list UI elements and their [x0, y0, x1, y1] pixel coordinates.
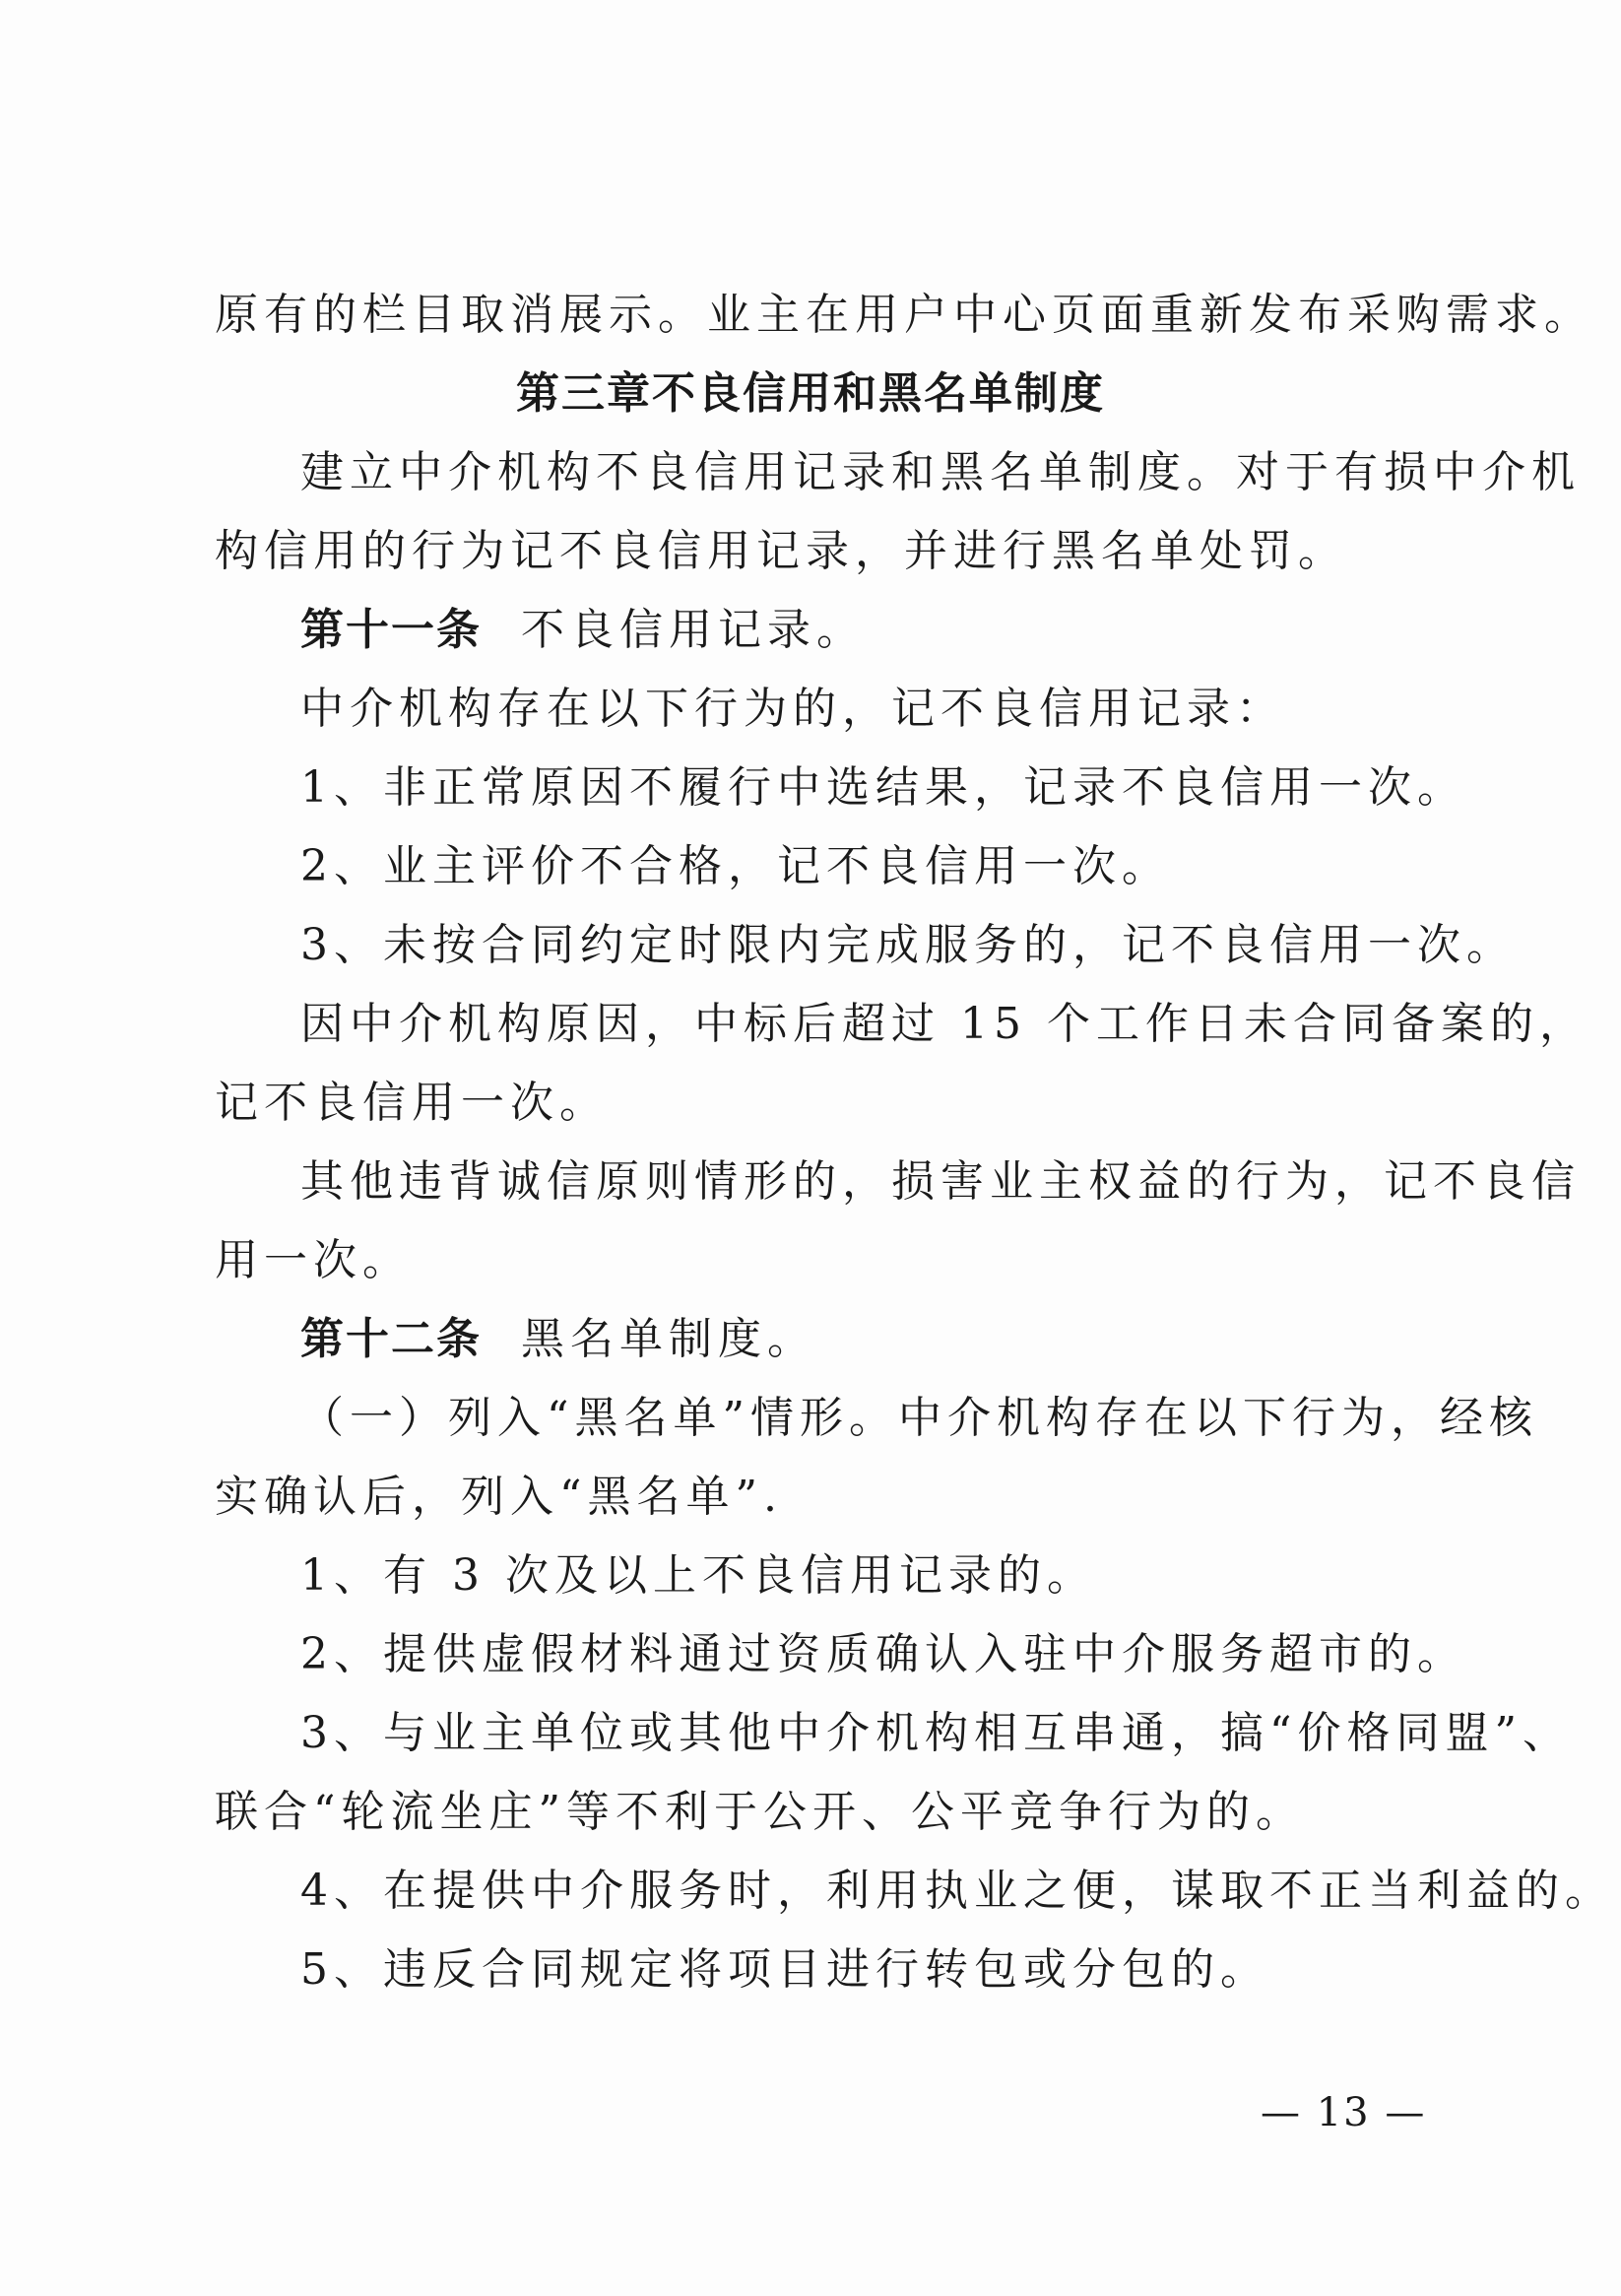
- paragraph-line: 记不良信用一次。: [215, 1078, 609, 1128]
- paragraph-line: 中介机构存在以下行为的，记不良信用记录：: [300, 684, 1285, 734]
- article-number: 第十二条: [300, 1314, 482, 1364]
- list-item: 2、提供虚假材料通过资质确认入驻中介服务超市的。: [300, 1629, 1466, 1679]
- list-item: 3、与业主单位或其他中介机构相互串通，搞“价格同盟”、: [300, 1708, 1572, 1758]
- article-title: 黑名单制度。: [521, 1314, 816, 1364]
- list-item: 5、违反合同规定将项目进行转包或分包的。: [300, 1944, 1269, 1995]
- paragraph-line: 原有的栏目取消展示。业主在用户中心页面重新发布采购需求。: [215, 290, 1593, 340]
- paragraph-line: 因中介机构原因，中标后超过 15 个工作日未合同备案的，: [300, 999, 1589, 1049]
- paragraph-line: 实确认后，列入“黑名单”.: [215, 1472, 783, 1522]
- list-item: 1、非正常原因不履行中选结果，记录不良信用一次。: [300, 762, 1466, 813]
- article-number: 第十一条: [300, 605, 482, 655]
- paragraph-line: 构信用的行为记不良信用记录，并进行黑名单处罚。: [215, 526, 1347, 576]
- list-item: 4、在提供中介服务时，利用执业之便，谋取不正当利益的。: [300, 1866, 1614, 1916]
- paragraph-line: 联合“轮流坐庄”等不利于公开、公平竞争行为的。: [215, 1787, 1305, 1837]
- paragraph-line: （一）列入“黑名单”情形。中介机构存在以下行为，经核: [300, 1393, 1538, 1443]
- page-number: — 13 —: [1261, 2090, 1427, 2135]
- chapter-heading: 第三章不良信用和黑名单制度: [516, 368, 1105, 419]
- paragraph-line: 用一次。: [215, 1235, 412, 1285]
- article-11-heading: [300, 603, 866, 658]
- list-item: 1、有 3 次及以上不良信用记录的。: [300, 1550, 1096, 1601]
- paragraph-line: 其他违背诚信原则情形的，损害业主权益的行为，记不良信: [300, 1156, 1581, 1207]
- article-12-heading: [300, 1312, 816, 1367]
- list-item: 2、业主评价不合格，记不良信用一次。: [300, 841, 1171, 891]
- article-title: 不良信用记录。: [521, 605, 866, 655]
- list-item: 3、未按合同约定时限内完成服务的，记不良信用一次。: [300, 920, 1516, 970]
- paragraph-line: 建立中介机构不良信用记录和黑名单制度。对于有损中介机: [300, 447, 1581, 497]
